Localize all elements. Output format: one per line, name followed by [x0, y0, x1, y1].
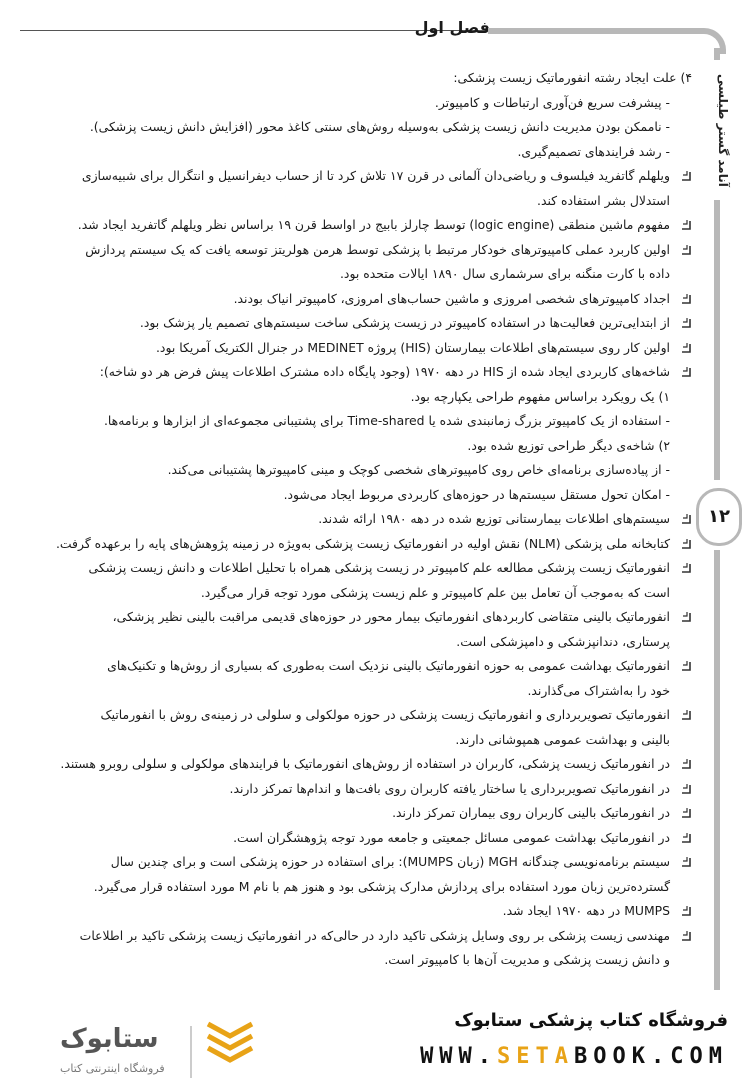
paragraph-continuation — [8, 630, 692, 655]
line-text: شاخه‌های کاربردی ایجاد شده از HIS در دهه ۱۹۷۰ (وجود پایگاه داده مشترک اطلاعات پیش فرض هر دو شاخه): — [99, 364, 670, 379]
paragraph-continuation — [8, 189, 692, 214]
bullet-paragraph — [8, 924, 692, 949]
line-text: گسترده‌ترین زبان مورد استفاده برای پردازش مدارک پزشکی بود و هنوز هم با نام M مورد استفاده قرار می‌گیرد. — [93, 878, 670, 894]
line-text: - از پیاده‌سازی برنامه‌ای خاص روی کامپیوترهای شخصی کوچک و مینی کامپیوترها پشتیبانی می‌کند. — [167, 462, 670, 477]
bullet-paragraph — [8, 507, 692, 532]
bullet-icon — [680, 244, 692, 256]
line-text: انفورماتیک بهداشت عمومی به حوزه انفورماتیک بالینی نزدیک است به‌طوری که بسیاری از روش‌ها و تکنیک‌های — [107, 658, 670, 673]
logo-divider — [190, 1026, 192, 1078]
bullet-icon — [680, 317, 692, 329]
bullet-icon — [680, 513, 692, 525]
url-prefix: WWW. — [420, 1044, 498, 1069]
paragraph-continuation — [8, 262, 692, 287]
line-text: در انفورماتیک زیست پزشکی، کاربران در استفاده از روش‌های انفورماتیک با فرایندهای مولکولی و سلولی روبرو هستند. — [60, 756, 670, 771]
url-suffix: BOOK.COM — [574, 1044, 728, 1069]
page-content — [8, 66, 692, 973]
bullet-icon — [680, 807, 692, 819]
line-text: ویلهلم گاتفرید فیلسوف و ریاضی‌دان آلمانی در قرن ۱۷ تلاش کرد تا از حساب دیفرانسیل و انتگرال برای شبیه‌سازی — [81, 168, 670, 183]
frame-line-top — [488, 28, 726, 54]
sub-item — [8, 458, 692, 483]
bullet-paragraph — [8, 238, 692, 263]
paragraph-continuation — [8, 728, 692, 753]
line-text: سیستم برنامه‌نویسی چندگانه MGH (زبان MUMPS): برای استفاده در حوزه پزشکی است و برای چندین سال — [110, 854, 670, 869]
paragraph-continuation — [8, 948, 692, 973]
bullet-paragraph — [8, 164, 692, 189]
line-text: کتابخانه ملی پزشکی (NLM) نقش اولیه در انفورماتیک زیست پزشکی به‌ویژه در زمینه پژوهش‌های پایه را برعهده گرفت. — [55, 535, 670, 551]
footer-url[interactable] — [420, 1044, 728, 1069]
bullet-icon — [680, 293, 692, 305]
bullet-paragraph — [8, 850, 692, 875]
logo-icon — [200, 1006, 260, 1066]
logo-subtitle: فروشگاه اینترنتی کتاب — [60, 1062, 165, 1075]
chapter-title: فصل اول — [414, 18, 490, 37]
line-text: داده با کارت منگنه برای سرشماری سال ۱۸۹۰ ایالات متحده بود. — [339, 266, 670, 281]
bullet-icon — [680, 660, 692, 672]
bullet-paragraph — [8, 703, 692, 728]
bullet-paragraph — [8, 801, 692, 826]
bullet-paragraph — [8, 311, 692, 336]
page-number: ۱۲ — [696, 488, 742, 546]
bullet-icon — [680, 905, 692, 917]
sub-item — [8, 140, 692, 165]
bullet-paragraph — [8, 777, 692, 802]
paragraph-continuation — [8, 385, 692, 410]
line-text: سیستم‌های اطلاعات بیمارستانی توزیع شده در دهه ۱۹۸۰ ارائه شدند. — [318, 511, 670, 526]
paragraph-continuation — [8, 679, 692, 704]
paragraph-continuation — [8, 875, 692, 900]
bullet-paragraph — [8, 336, 692, 361]
line-text: MUMPS در دهه ۱۹۷۰ ایجاد شد. — [502, 903, 670, 918]
paragraph — [8, 66, 692, 91]
bullet-paragraph — [8, 287, 692, 312]
line-text: پرستاری، دندانپزشکی و دامپزشکی است. — [456, 633, 670, 649]
line-text: ۲) شاخه‌ی دیگر طراحی توزیع شده بود. — [467, 437, 670, 453]
bullet-paragraph — [8, 213, 692, 238]
line-text: انفورماتیک زیست پزشکی مطالعه علم کامپیوتر در زیست پزشکی همراه با تحلیل اطلاعات و دانش زیست پزشکی — [88, 560, 670, 575]
bullet-paragraph — [8, 826, 692, 851]
bullet-icon — [680, 783, 692, 795]
line-text: بالینی و بهداشت عمومی همپوشانی دارند. — [455, 731, 670, 747]
footer-shop-name: فروشگاه کتاب پزشکی ستابوک — [454, 1010, 728, 1031]
bullet-paragraph — [8, 556, 692, 581]
logo — [20, 1010, 280, 1074]
line-text: استدلال بشر استفاده کند. — [537, 192, 670, 208]
line-text: و دانش زیست پزشکی و مدیریت آن‌ها با کامپیوتر است. — [384, 952, 670, 967]
line-text: انفورماتیک تصویربرداری و انفورماتیک زیست پزشکی در حوزه مولکولی و سلولی در زمینه‌ی روش با انفورماتیک — [100, 707, 670, 722]
sub-item — [8, 115, 692, 140]
line-text: در انفورماتیک بهداشت عمومی مسائل جمعیتی و جامعه مورد توجه پژوهشگران است. — [233, 829, 670, 845]
line-text: انفورماتیک بالینی متقاضی کاربردهای انفورماتیک بیمار محور در حوزه‌های قدیمی مراقبت بالینی نظیر پزشکی، — [112, 609, 670, 624]
line-text: است که به‌موجب آن تعامل بین علم کامپیوتر و علم زیست پزشکی مورد توجه قرار می‌گیرد. — [200, 584, 670, 600]
line-text: در انفورماتیک تصویربرداری یا ساختار یافته کاربران روی بافت‌ها و اندام‌ها تمرکز دارند. — [229, 780, 670, 796]
side-label: آنامد گستر طیلسی — [704, 60, 730, 200]
frame-line-vertical-lower — [714, 550, 720, 990]
line-text: ۴) علت ایجاد رشته انفورماتیک زیست پزشکی: — [453, 70, 692, 85]
paragraph-continuation — [8, 434, 692, 459]
bullet-icon — [680, 366, 692, 378]
bullet-paragraph — [8, 532, 692, 557]
line-text: از ابتدایی‌ترین فعالیت‌ها در استفاده کامپیوتر در زیست پزشکی ساخت سیستم‌های تصمیم یار پزشک بود. — [139, 315, 670, 330]
line-text: اولین کاربرد عملی کامپیوترهای خودکار مرتبط با پزشکی توسط هرمن هولریتز توسعه یافت که یک سیستم پردازش — [85, 241, 670, 257]
bullet-icon — [680, 709, 692, 721]
bullet-paragraph — [8, 654, 692, 679]
paragraph-continuation — [8, 581, 692, 606]
line-text: - ناممکن بودن مدیریت دانش زیست پزشکی به‌وسیله روش‌های سنتی کاغذ محور (افزایش دانش زیست پزشکی). — [89, 119, 670, 134]
sub-item — [8, 409, 692, 434]
line-text: خود را به‌اشتراک می‌گذارند. — [527, 682, 670, 698]
url-accent: SETA — [497, 1044, 575, 1069]
bullet-icon — [680, 219, 692, 231]
bullet-icon — [680, 562, 692, 574]
logo-name: ستابوک — [60, 1024, 159, 1054]
line-text: - امکان تحول مستقل سیستم‌ها در حوزه‌های کاربردی مربوط ایجاد می‌شود. — [283, 486, 670, 502]
line-text: - رشد فرایندهای تصمیم‌گیری. — [517, 143, 670, 159]
sub-item — [8, 483, 692, 508]
bullet-icon — [680, 832, 692, 844]
line-text: مهندسی زیست پزشکی بر روی وسایل پزشکی تاکید دارد در حالی‌که در انفورماتیک زیست پزشکی تاکید بر اطلاعات — [79, 927, 670, 943]
line-text: - پیشرفت سریع فن‌آوری ارتباطات و کامپیوتر. — [434, 94, 670, 110]
bullet-icon — [680, 342, 692, 354]
sub-item — [8, 91, 692, 116]
footer — [0, 996, 744, 1080]
bullet-icon — [680, 930, 692, 942]
bullet-icon — [680, 758, 692, 770]
bullet-icon — [680, 170, 692, 182]
line-text: اولین کار روی سیستم‌های اطلاعات بیمارستان (HIS) پروژه MEDINET در جنرال الکتریک آمریکا بود. — [155, 339, 670, 355]
bullet-paragraph — [8, 360, 692, 385]
line-text: - استفاده از یک کامپیوتر بزرگ زمانبندی شده یا Time-shared برای پشتیبانی مجموعه‌ای از ابزارها و برنامه‌ها. — [103, 413, 670, 428]
bullet-icon — [680, 856, 692, 868]
bullet-paragraph — [8, 899, 692, 924]
bullet-paragraph — [8, 605, 692, 630]
line-text: اجداد کامپیوترهای شخصی امروزی و ماشین حساب‌های امروزی، کامپیوتر انیاک بودند. — [233, 290, 670, 306]
line-text: در انفورماتیک بالینی کاربران روی بیماران تمرکز دارند. — [392, 805, 670, 820]
bullet-icon — [680, 538, 692, 550]
bullet-paragraph — [8, 752, 692, 777]
bullet-icon — [680, 611, 692, 623]
line-text: ۱) یک رویکرد براساس مفهوم طراحی یکپارچه بود. — [410, 388, 670, 404]
line-text: مفهوم ماشین منطقی (logic engine) توسط چارلز بابیج در اواسط قرن ۱۹ براساس نظر ویلهلم گاتفرید ایجاد شد. — [77, 217, 670, 232]
